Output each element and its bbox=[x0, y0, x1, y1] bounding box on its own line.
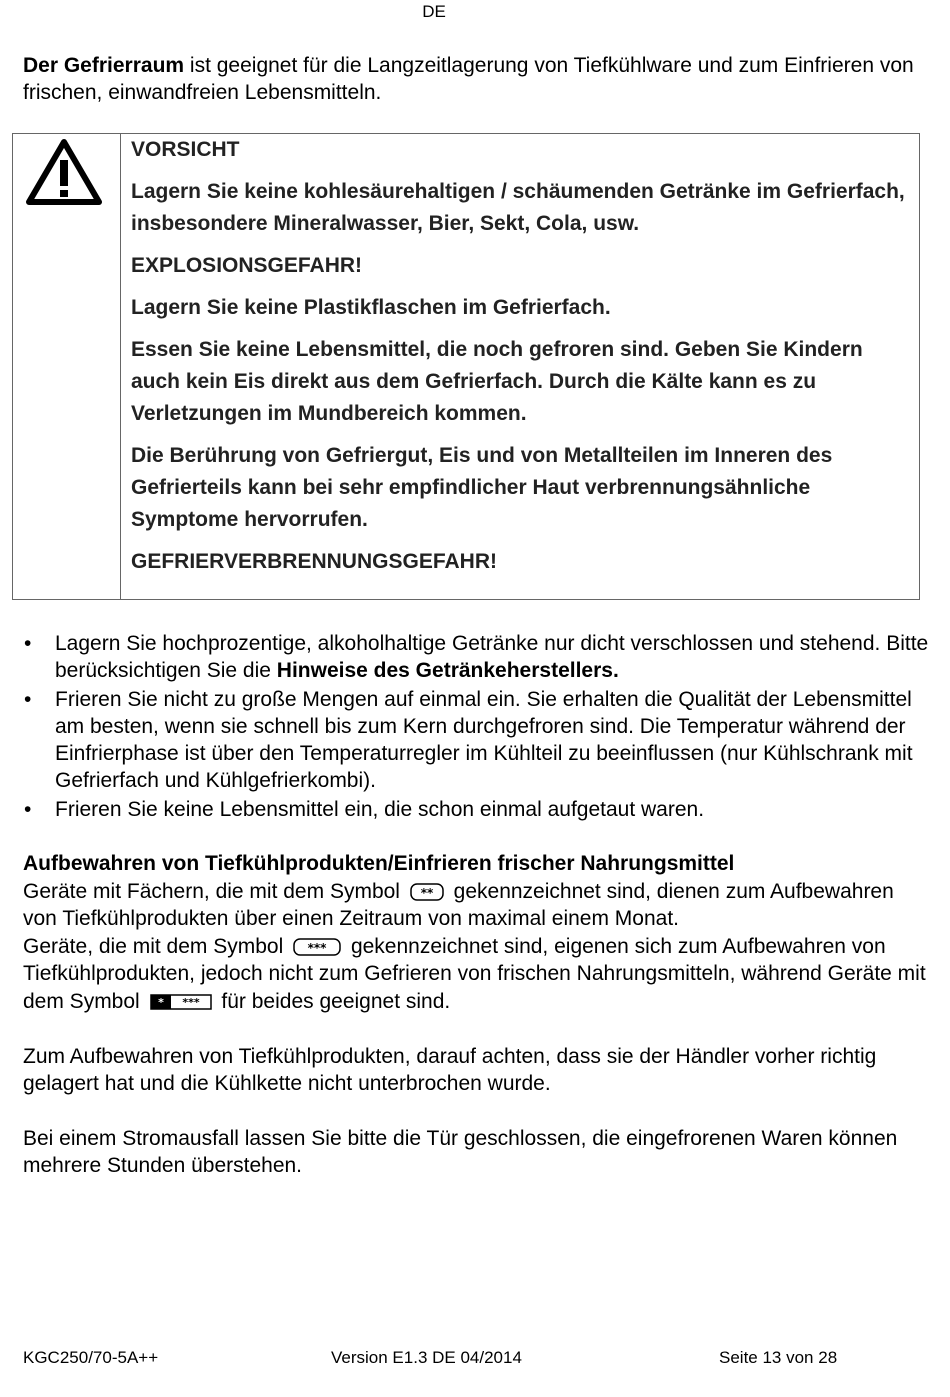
list-item-text: Lagern Sie hochprozentige, alkoholhaltige Getränke nur dicht verschlossen und stehend. Bitte berücksichtigen Sie die bbox=[55, 632, 929, 682]
section-heading: Aufbewahren von Tiefkühlprodukten/Einfrieren frischer Nahrungsmittel bbox=[23, 852, 735, 875]
bullet-icon: • bbox=[24, 632, 32, 655]
caution-line: EXPLOSIONSGEFAHR! bbox=[131, 254, 363, 277]
intro-text: ist geeignet für die Langzeitlagerung von Tiefkühlware und zum Einfrieren von frischen, einwandfreien Lebensmitteln. bbox=[23, 54, 914, 104]
storage-text: Geräte mit Fächern, die mit dem Symbol bbox=[23, 879, 400, 903]
list-item bbox=[20, 630, 930, 684]
caution-line: Lagern Sie keine Plastikflaschen im Gefrierfach. bbox=[131, 296, 611, 319]
bullet-icon: • bbox=[24, 688, 32, 711]
intro-paragraph bbox=[23, 52, 923, 106]
intro-bold: Der Gefrierraum bbox=[23, 54, 185, 77]
storage-paragraph-2 bbox=[23, 933, 928, 1016]
storage-text: für beides geeignet sind. bbox=[221, 989, 451, 1013]
svg-text:*: * bbox=[157, 995, 164, 1009]
storage-text: Geräte, die mit dem Symbol bbox=[23, 934, 284, 958]
bullet-icon: • bbox=[24, 798, 32, 821]
storage-text: gekennzeichnet sind, eigenen sich zum Aufbewahren von Tiefkühlprodukten, jedoch nicht zum Gefrieren von frischen Nahrungsmitteln, während Geräte mit dem Symbol bbox=[23, 934, 926, 1013]
caution-line: Essen Sie keine Lebensmittel, die noch gefroren sind. Geben Sie Kindern auch kein Eis direkt aus dem Gefrierfach. Durch die Kälte kann es zu Verletzungen im Mundbereich kommen. bbox=[131, 338, 863, 425]
caution-text bbox=[131, 134, 911, 578]
bullet-list bbox=[20, 630, 930, 825]
caution-line: Die Berührung von Gefriergut, Eis und von Metallteilen im Inneren des Gefrierteils kann bei sehr empfindlicher Haut verbrennungsähnliche Symptome hervorrufen. bbox=[131, 444, 833, 531]
storage-section bbox=[23, 850, 928, 1015]
cold-chain-paragraph: Zum Aufbewahren von Tiefkühlprodukten, darauf achten, dass sie der Händler vorher richtig gelagert hat und die Kühlkette nicht unterbrochen wurde. bbox=[23, 1045, 877, 1095]
list-item-bold: Hinweise des Getränkeherstellers. bbox=[276, 659, 619, 682]
caution-line: GEFRIERVERBRENNUNGSGEFAHR! bbox=[131, 550, 497, 573]
footer-model: KGC250/70-5A++ bbox=[23, 1348, 159, 1367]
footer-version: Version E1.3 DE 04/2014 bbox=[331, 1348, 522, 1367]
storage-paragraph-1 bbox=[23, 878, 928, 933]
list-item bbox=[20, 796, 930, 823]
list-item bbox=[20, 686, 930, 794]
storage-text: gekennzeichnet sind, dienen zum Aufbewahren von Tiefkühlprodukten über einen Zeitraum von maximal einem Monat. bbox=[23, 879, 894, 930]
three-star-freezer-icon bbox=[293, 938, 341, 956]
caution-title: VORSICHT bbox=[131, 138, 240, 161]
power-outage-paragraph: Bei einem Stromausfall lassen Sie bitte die Tür geschlossen, die eingefrorenen Waren können mehrere Stunden überstehen. bbox=[23, 1127, 898, 1177]
list-item-text: Frieren Sie keine Lebensmittel ein, die schon einmal aufgetaut waren. bbox=[55, 798, 705, 821]
two-star-freezer-icon bbox=[410, 883, 444, 901]
caution-box bbox=[12, 133, 920, 600]
caution-line: Lagern Sie keine kohlesäurehaltigen / schäumenden Getränke im Gefrierfach, insbesondere Mineralwasser, Bier, Sekt, Cola, usw. bbox=[131, 180, 905, 235]
svg-text:***: *** bbox=[307, 940, 327, 955]
svg-text:***: *** bbox=[181, 995, 200, 1009]
language-code: DE bbox=[422, 2, 446, 21]
svg-text:**: ** bbox=[420, 885, 434, 900]
warning-triangle-icon bbox=[25, 138, 103, 206]
four-star-freezer-icon bbox=[150, 994, 212, 1010]
list-item-text: Frieren Sie nicht zu große Mengen auf einmal ein. Sie erhalten die Qualität der Lebensmittel am besten, wenn sie schnell bis zum Kern durchgefroren sind. Die Temperatur während der Einfrierphase ist über den Temperaturregler im Kühlteil zu beeinflussen (nur Kühlschrank mit Gefrierfach und Kühlgefrierkombi). bbox=[55, 688, 913, 792]
caution-icon-cell bbox=[13, 134, 121, 599]
footer-page-number: Seite 13 von 28 bbox=[719, 1348, 838, 1367]
